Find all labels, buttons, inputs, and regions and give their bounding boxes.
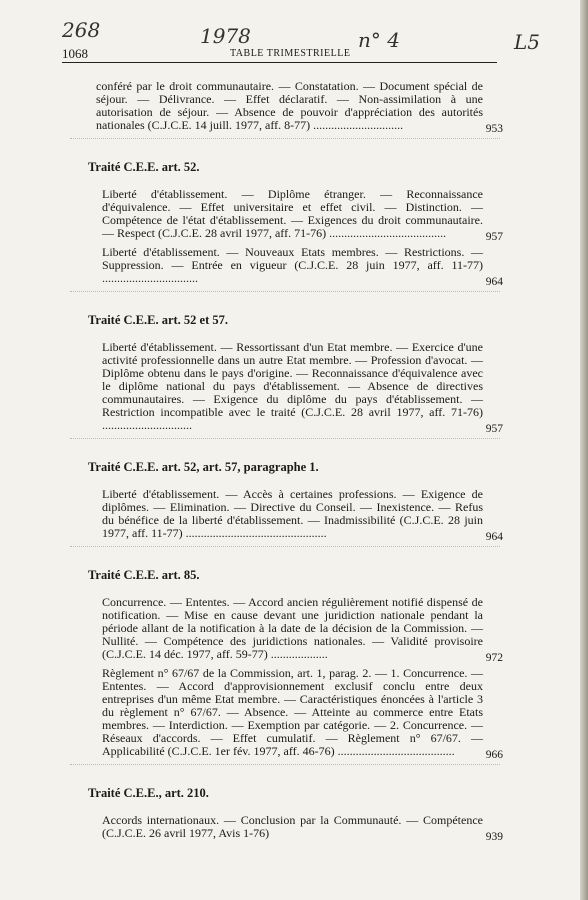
section-divider xyxy=(70,546,500,547)
section-heading: Traité C.E.E. art. 52. xyxy=(88,160,200,174)
section-3 xyxy=(88,460,503,547)
entry-text: Liberté d'établissement. — Accès à certaines professions. — Exigence de diplômes. — Elimination. — Directive du Conseil. — Inexistence. — Refus du bénéfice de la liberté d'établissement. — Inadmissibilité (C.J.C.E. 28 juin 1977, aff. 11-77) ............................................... xyxy=(102,487,483,540)
index-entry xyxy=(88,245,503,288)
entry-page-ref: 953 xyxy=(485,123,503,135)
handwritten-note-4: L5 xyxy=(514,30,541,54)
index-entry xyxy=(88,666,503,761)
page-edge-shadow xyxy=(580,0,588,900)
entry-text: Règlement n° 67/67 de la Commission, art. 1, parag. 2. — 1. Concurrence. — Ententes. — Accord d'approvisionnement exclusif conclu entre deux entreprises d'un même Etat membre. — Caractéristiques énoncées à l'article 3 du règlement n° 67/67. — Absence. — Atteinte au commerce entre Etats membres. — Interdiction. — Exemption par catégorie. — 2. Concurrence. — Réseaux d'accords. — Effet cumulatif. — Règlement n° 67/67. — Applicabilité (C.J.C.E. 1er fév. 1977, aff. 46-76) ....................................... xyxy=(102,666,483,758)
entry-page-ref: 964 xyxy=(485,531,503,543)
entry-text: Liberté d'établissement. — Ressortissant d'un Etat membre. — Exercice d'une activité professionnelle dans un autre Etat membre. — Profession d'avocat. — Diplôme obtenu dans le pays d'origine. — Reconnaissance d'équivalence avec le diplôme national du pays d'établissement. — Absence de directives communautaires. — Exigence du diplôme du pays d'établissement. — Restriction incompatible avec le traité (C.J.C.E. 28 avril 1977, aff. 71-76) .............................. xyxy=(102,340,483,432)
index-entry xyxy=(88,813,503,843)
section-heading: Traité C.E.E., art. 210. xyxy=(88,786,209,800)
entry-page-ref: 939 xyxy=(485,831,503,843)
running-title: TABLE TRIMESTRIELLE xyxy=(230,48,351,59)
index-entry xyxy=(88,79,503,135)
section-2 xyxy=(88,313,503,439)
handwritten-note-3: n° 4 xyxy=(358,28,400,52)
entry-text: Liberté d'établissement. — Diplôme étranger. — Reconnaissance d'équivalence. — Effet universitaire et effet civil. — Distinction. — Compétence de l'état d'établissement. — Exigences du droit communautaire. — Respect (C.J.C.E. 28 avril 1977, aff. 71-76) ....................................... xyxy=(102,187,483,240)
section-5 xyxy=(88,786,503,843)
section-divider xyxy=(70,291,500,292)
index-entry xyxy=(88,487,503,543)
entry-page-ref: 957 xyxy=(485,423,503,435)
section-divider xyxy=(70,438,500,439)
handwritten-note-1: 268 xyxy=(62,18,101,42)
entry-text: Concurrence. — Ententes. — Accord ancien régulièrement notifié dispensé de notification. — Mise en cause devant une juridiction nationale pendant la période allant de la notification à la date de la décision de la Commission. — Nullité. — Compétence des juridictions nationales. — Validité provisoire (C.J.C.E. 14 déc. 1977, aff. 59-77) ................... xyxy=(102,595,483,661)
section-0 xyxy=(88,79,503,139)
section-heading: Traité C.E.E. art. 85. xyxy=(88,568,200,582)
section-4 xyxy=(88,568,503,765)
section-heading: Traité C.E.E. art. 52 et 57. xyxy=(88,313,229,327)
entry-page-ref: 966 xyxy=(485,749,503,761)
header-rule xyxy=(62,62,497,63)
handwritten-note-2: 1978 xyxy=(200,24,251,48)
section-1 xyxy=(88,160,503,292)
page-number: 1068 xyxy=(62,46,88,61)
index-entry xyxy=(88,595,503,664)
section-heading: Traité C.E.E. art. 52, art. 57, paragraphe 1. xyxy=(88,460,319,474)
index-content xyxy=(88,79,503,846)
entry-text: Accords internationaux. — Conclusion par la Communauté. — Compétence (C.J.C.E. 26 avril 1977, Avis 1-76) xyxy=(102,813,483,840)
index-entry xyxy=(88,187,503,243)
entry-text: Liberté d'établissement. — Nouveaux Etats membres. — Restrictions. — Suppression. — Entrée en vigueur (C.J.C.E. 28 juin 1977, aff. 11-77) ................................ xyxy=(102,245,483,285)
section-divider xyxy=(70,764,500,765)
entry-page-ref: 957 xyxy=(485,231,503,243)
entry-page-ref: 964 xyxy=(485,276,503,288)
entry-text: conféré par le droit communautaire. — Constatation. — Document spécial de séjour. — Délivrance. — Effet déclaratif. — Non-assimilation à une autorisation de séjour. — Absence de pouvoir d'appréciation des autorités nationales (C.J.C.E. 14 juill. 1977, aff. 8-77) .............................. xyxy=(96,79,483,132)
section-divider xyxy=(70,138,500,139)
index-entry xyxy=(88,340,503,435)
entry-page-ref: 972 xyxy=(485,652,503,664)
